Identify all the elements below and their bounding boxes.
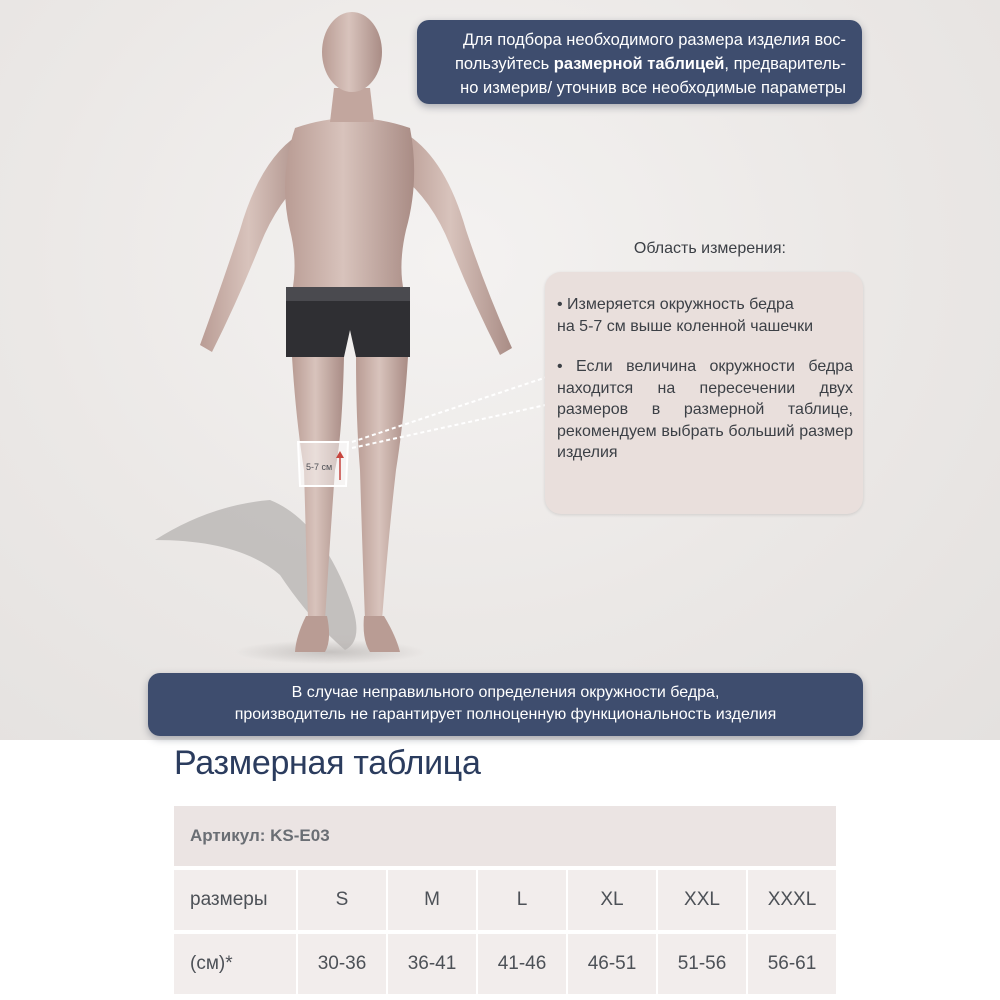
range-cell: 56-61 [746, 934, 836, 994]
size-cell: S [296, 870, 386, 930]
size-cell: XL [566, 870, 656, 930]
instruction-point-1: • Измеряется окружность бедра на 5-7 см выше коленной чашечки [557, 296, 813, 335]
measurement-instructions [545, 272, 863, 514]
right-leg [356, 357, 408, 620]
article-row [174, 806, 836, 866]
torso [285, 118, 414, 292]
size-cell: M [386, 870, 476, 930]
size-table [174, 802, 836, 998]
right-arm [400, 135, 512, 355]
sizing-advice-banner: Для подбора необходимого размера изделия вос- пользуйтесь размерной таблицей, предваритель- но измерив/ уточнив все необходимые параметры [417, 20, 862, 104]
range-cell: 46-51 [566, 934, 656, 994]
range-cell: 51-56 [656, 934, 746, 994]
measure-label: 5-7 см [306, 462, 333, 472]
shorts-waistband [286, 287, 410, 301]
neck [330, 88, 374, 122]
right-foot [364, 616, 400, 652]
article-label: Артикул: KS-E03 [174, 806, 836, 866]
sizes-row [174, 870, 836, 930]
size-table-emphasis: размерной таблицей [553, 55, 725, 73]
range-cell: 36-41 [386, 934, 476, 994]
size-cell: L [476, 870, 566, 930]
ranges-row-label: (см)* [174, 934, 296, 994]
warning-banner: В случае неправильного определения окружности бедра, производитель не гарантирует полноценную функциональность изделия [148, 673, 863, 736]
ranges-row [174, 934, 836, 994]
sizes-row-label: размеры [174, 870, 296, 930]
size-cell: XXXL [746, 870, 836, 930]
size-table-title: Размерная таблица [174, 744, 481, 782]
range-cell: 30-36 [296, 934, 386, 994]
instruction-point-2: • Если величина окружности бедра находится на пересечении двух размеров в размерной таблице, рекомендуем выбрать больший размер изделия [557, 358, 853, 461]
measurement-area-heading: Область измерения: [633, 240, 786, 257]
head [322, 12, 382, 92]
size-cell: XXL [656, 870, 746, 930]
range-cell: 41-46 [476, 934, 566, 994]
left-foot [295, 616, 329, 652]
